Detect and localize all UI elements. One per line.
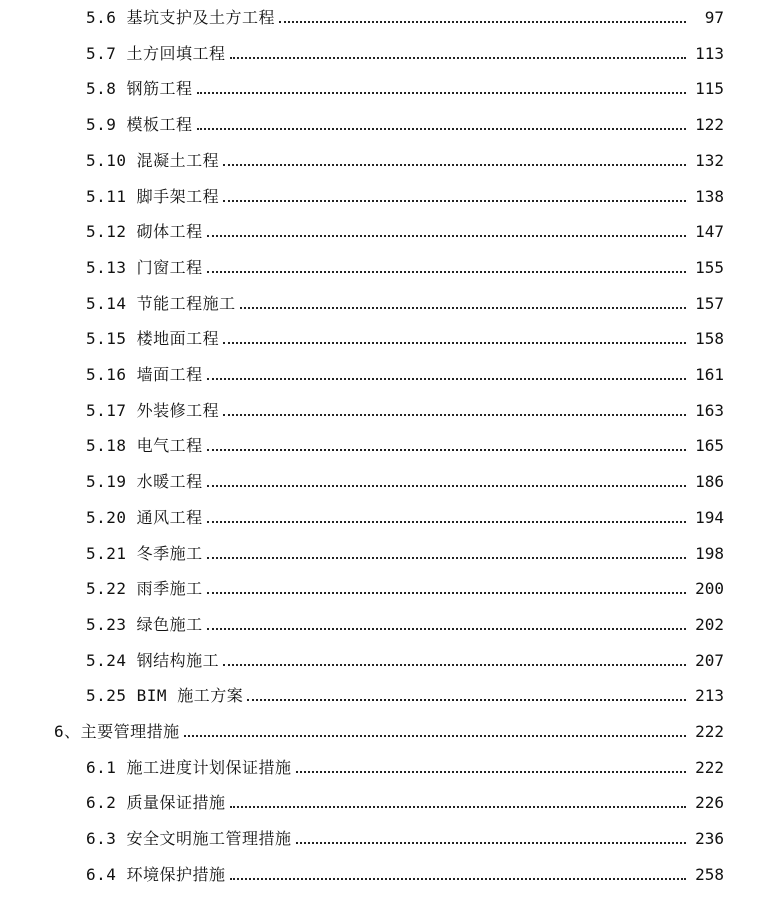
toc-entry-label: 6.3 安全文明施工管理措施 (86, 829, 292, 849)
toc-entry-label: 5.8 钢筋工程 (86, 79, 193, 99)
toc-entry[interactable] (0, 718, 780, 742)
toc-dot-leader (223, 164, 686, 166)
toc-entry-page-number: 258 (695, 864, 724, 884)
toc-entry-label: 6.1 施工进度计划保证措施 (86, 757, 292, 777)
toc-entry[interactable] (0, 111, 780, 135)
toc-dot-leader (247, 699, 686, 701)
toc-entry-label: 5.9 模板工程 (86, 115, 193, 135)
toc-entry-label: 5.19 水暖工程 (86, 472, 203, 492)
toc-entry-page-number: 113 (695, 43, 724, 63)
toc-entry-page-number: 202 (695, 614, 724, 634)
toc-dot-leader (207, 521, 686, 523)
toc-entry-label: 5.15 楼地面工程 (86, 329, 220, 349)
toc-entry-page-number: 165 (695, 436, 724, 456)
toc-entry[interactable] (0, 611, 780, 635)
toc-dot-leader (296, 842, 686, 844)
toc-entry-label: 5.25 BIM 施工方案 (86, 686, 244, 706)
toc-dot-leader (230, 806, 686, 808)
toc-entry-page-number: 222 (695, 757, 724, 777)
toc-entry-label: 5.16 墙面工程 (86, 365, 203, 384)
toc-entry[interactable] (0, 682, 780, 706)
toc-entry[interactable] (0, 75, 780, 99)
toc-entry[interactable] (0, 540, 780, 564)
toc-entry-page-number: 157 (695, 293, 724, 313)
toc-entry[interactable] (0, 397, 780, 421)
toc-entry-label: 5.10 混凝土工程 (86, 150, 220, 170)
toc-entry[interactable] (0, 647, 780, 671)
toc-dot-leader (207, 485, 686, 487)
toc-entry-page-number: 194 (695, 507, 724, 527)
toc-entry-page-number: 207 (695, 650, 724, 670)
toc-entry-page-number: 200 (695, 579, 724, 599)
toc-entry-page-number: 222 (695, 722, 724, 741)
toc-dot-leader (240, 307, 686, 309)
toc-entry-page-number: 115 (695, 79, 724, 99)
toc-entry-label: 6.2 质量保证措施 (86, 793, 226, 813)
toc-entry[interactable] (0, 218, 780, 242)
toc-entry-page-number: 158 (695, 329, 724, 349)
toc-dot-leader (223, 200, 686, 202)
toc-dot-leader (207, 557, 686, 559)
toc-entry-page-number: 213 (695, 686, 724, 706)
toc-entry[interactable] (0, 754, 780, 778)
toc-entry[interactable] (0, 468, 780, 492)
toc-entry[interactable] (0, 432, 780, 456)
toc-dot-leader (223, 414, 686, 416)
toc-entry-page-number: 163 (695, 400, 724, 420)
toc-entry-page-number: 236 (695, 829, 724, 849)
toc-entry-page-number: 122 (695, 115, 724, 135)
toc-dot-leader (197, 128, 686, 130)
toc-dot-leader (207, 628, 686, 630)
toc-entry-label: 5.18 电气工程 (86, 436, 203, 456)
toc-dot-leader (279, 21, 686, 23)
toc-dot-leader (223, 664, 686, 666)
toc-entry[interactable] (0, 325, 780, 349)
toc-entry[interactable] (0, 861, 780, 885)
toc-entry-label: 5.20 通风工程 (86, 507, 203, 527)
toc-entry-label: 6.4 环境保护措施 (86, 864, 226, 884)
toc-entry-label: 5.22 雨季施工 (86, 579, 203, 599)
toc-dot-leader (230, 57, 686, 59)
toc-entry-page-number: 186 (695, 472, 724, 492)
toc-entry-page-number: 161 (695, 365, 724, 384)
toc-entry[interactable] (0, 183, 780, 207)
toc-entry-page-number: 147 (695, 222, 724, 242)
toc-dot-leader (207, 271, 686, 273)
toc-entry[interactable] (0, 40, 780, 64)
toc-entry[interactable] (0, 504, 780, 528)
toc-entry[interactable] (0, 290, 780, 314)
toc-entry-label: 5.7 土方回填工程 (86, 43, 226, 63)
toc-entry-label: 5.14 节能工程施工 (86, 293, 236, 313)
toc-entry-label: 6、主要管理措施 (54, 722, 180, 741)
toc-entry[interactable] (0, 254, 780, 278)
toc-dot-leader (296, 771, 686, 773)
toc-entry[interactable] (0, 4, 780, 28)
toc-entry-page-number: 198 (695, 543, 724, 563)
toc-entry-page-number: 226 (695, 793, 724, 813)
toc-entry-label: 5.17 外装修工程 (86, 400, 220, 420)
toc-dot-leader (184, 735, 686, 737)
toc-dot-leader (230, 878, 686, 880)
toc-entry-page-number: 132 (695, 150, 724, 170)
toc-dot-leader (207, 449, 686, 451)
toc-entry[interactable] (0, 361, 780, 385)
toc-dot-leader (207, 235, 686, 237)
toc-dot-leader (207, 378, 686, 380)
toc-dot-leader (223, 342, 686, 344)
toc-entry-label: 5.11 脚手架工程 (86, 186, 220, 206)
toc-entry[interactable] (0, 147, 780, 171)
toc-entry[interactable] (0, 575, 780, 599)
toc-entry-page-number: 155 (695, 257, 724, 277)
toc-entry-label: 5.23 绿色施工 (86, 614, 203, 634)
toc-entry[interactable] (0, 825, 780, 849)
toc-dot-leader (197, 92, 686, 94)
toc-entry-label: 5.6 基坑支护及土方工程 (86, 8, 276, 27)
toc-dot-leader (207, 592, 686, 594)
toc-entry[interactable] (0, 789, 780, 813)
toc-entry-label: 5.12 砌体工程 (86, 222, 203, 242)
toc-entry-page-number: 97 (704, 8, 724, 27)
toc-entry-page-number: 138 (695, 186, 724, 206)
toc-entry-label: 5.13 门窗工程 (86, 257, 203, 277)
toc-entry-label: 5.21 冬季施工 (86, 543, 203, 563)
toc-entry-label: 5.24 钢结构施工 (86, 650, 220, 670)
